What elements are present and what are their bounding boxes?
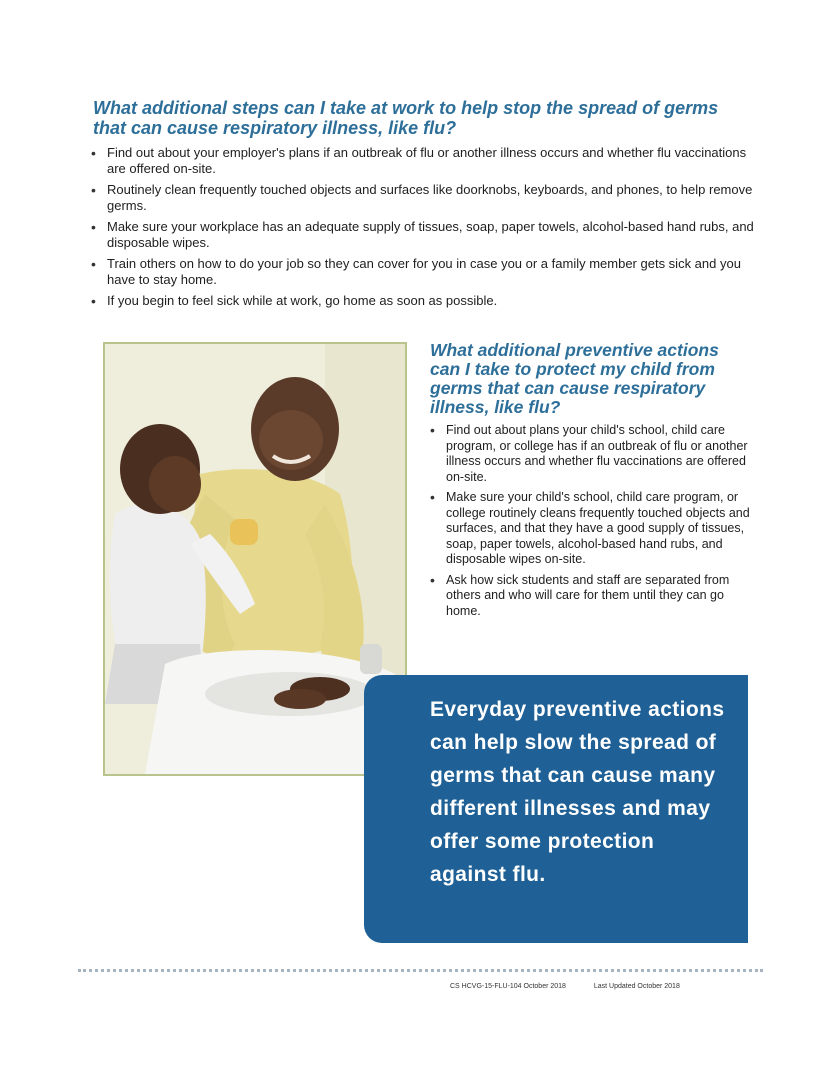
list-item: • If you begin to feel sick while at work, go home as soon as possible. bbox=[89, 293, 757, 309]
list-item: • Make sure your child's school, child care program, or college routinely cleans frequently touched objects and surfaces, and that they have a good supply of tissues, soap, paper towels, alcohol-based hand rubs, and disposable wipes on-site. bbox=[428, 490, 750, 568]
list-item: • Make sure your workplace has an adequate supply of tissues, soap, paper towels, alcohol-based hand rubs, and disposable wipes. bbox=[89, 219, 757, 251]
callout-box bbox=[364, 675, 748, 943]
list-item: • Routinely clean frequently touched objects and surfaces like doorknobs, keyboards, and phones, to help remove germs. bbox=[89, 182, 757, 214]
section-heading-work: What additional steps can I take at work to help stop the spread of germs that can cause respiratory illness, like flu? bbox=[93, 98, 719, 138]
footer bbox=[450, 983, 680, 990]
list-item: • Find out about plans your child's school, child care program, or college has if an outbreak of flu or another illness occurs and whether flu vaccinations are offered on-site. bbox=[428, 423, 750, 485]
dotted-divider bbox=[78, 969, 763, 972]
last-updated: Last Updated October 2018 bbox=[593, 983, 680, 990]
list-item: • Find out about your employer's plans if an outbreak of flu or another illness occurs and whether flu vaccinations are offered on-site. bbox=[89, 145, 757, 177]
list-item: • Train others on how to do your job so they can cover for you in case you or a family member gets sick and you have to stay home. bbox=[89, 256, 757, 288]
callout-text: Everyday preventive actions can help slow the spread of germs that can cause many different illnesses and may offer some protection against flu. bbox=[430, 698, 725, 886]
child-actions-list bbox=[428, 423, 750, 624]
section-heading-child: What additional preventive actions can I take to protect my child from germs that can cause respiratory illness, like flu? bbox=[430, 340, 719, 417]
document-code: CS HCVG-15-FLU-104 October 2018 bbox=[450, 983, 566, 990]
work-steps-list bbox=[89, 145, 757, 314]
list-item: • Ask how sick students and staff are separated from others and who will care for them until they can go home. bbox=[428, 573, 750, 620]
handwashing-photo bbox=[103, 342, 407, 776]
